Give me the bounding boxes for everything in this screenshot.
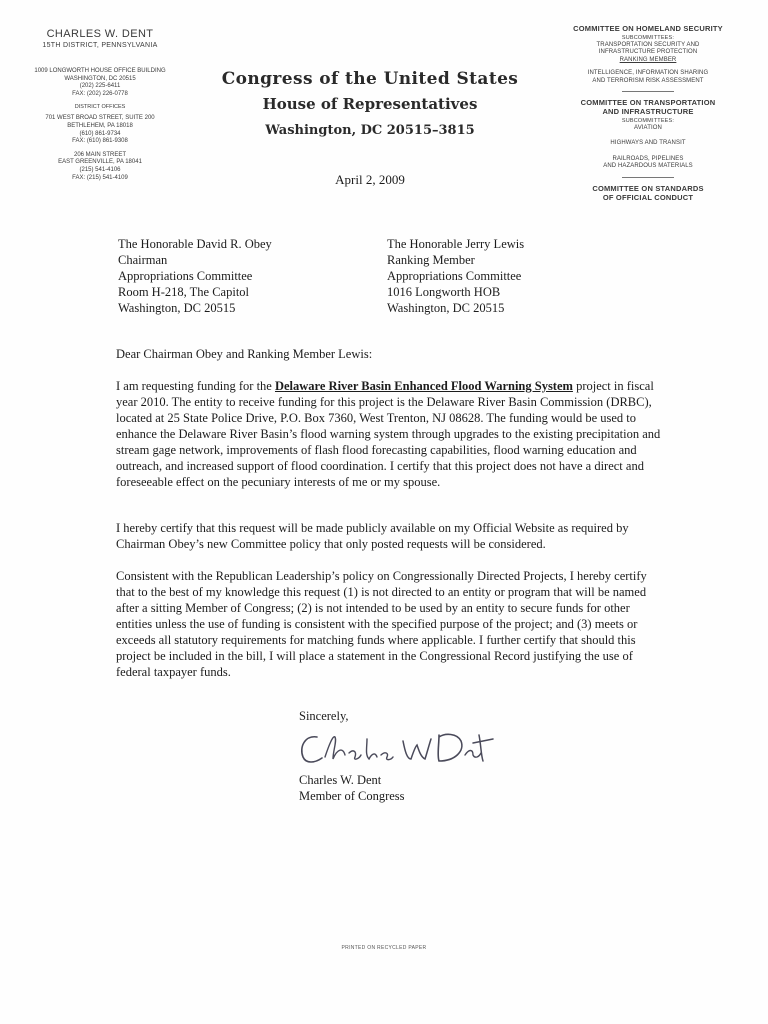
- masthead-house: House of Representatives: [262, 95, 478, 113]
- office-line: BETHLEHEM, PA 18018: [67, 122, 133, 129]
- paragraph-text: project in fiscal year 2010. The entity to receive funding for this project is the Delaware River Basin Commission (DRBC), located at 25 State Police Drive, P.O. Box 7360, West Trenton, NJ 08628. The funding would be used to enhance the Delaware River Basin’s flood warning system through upgrades to the existing precipitation and stream gage network, improvements of flash flood forecasting capabilities, flood warning education and outreach, and increased support of flood coordination. I certify that this project does not have a direct and foreseeable effect on the pecuniary interests of me or my spouse.: [116, 379, 661, 489]
- dc-office-line: 1009 LONGWORTH HOUSE OFFICE BUILDING: [34, 68, 166, 74]
- district-office-bethlehem: [0, 115, 200, 145]
- addressee-line: Washington, DC 20515: [387, 301, 505, 315]
- member-letterhead: [0, 27, 200, 188]
- committee-list: [560, 24, 736, 202]
- district-office-east-greenville: [0, 152, 200, 182]
- signer-title: Member of Congress: [299, 789, 405, 803]
- signer-block: [299, 772, 405, 804]
- subcommittee-item: HIGHWAYS AND TRANSIT: [610, 140, 686, 147]
- addressee-line: The Honorable Jerry Lewis: [387, 237, 525, 251]
- subcommittee-item: AND HAZARDOUS MATERIALS: [603, 163, 693, 170]
- recycled-paper-footer: PRINTED ON RECYCLED PAPER: [341, 945, 427, 951]
- addressee-line: Ranking Member: [387, 253, 475, 267]
- member-district: 15TH DISTRICT, PENNSYLVANIA: [42, 42, 158, 49]
- addressee-line: Appropriations Committee: [118, 269, 253, 283]
- subcommittee-item: INTELLIGENCE, INFORMATION SHARING: [587, 70, 709, 77]
- letter-date: April 2, 2009: [335, 172, 405, 187]
- addressee-line: The Honorable David R. Obey: [118, 237, 272, 251]
- paragraph-funding-request: [116, 378, 661, 490]
- dc-office-line: WASHINGTON, DC 20515: [64, 75, 136, 82]
- paragraph-leadership-policy: Consistent with the Republican Leadership’s policy on Congressionally Directed Projects, I hereby certify that to the best of my knowledge this request (1) is not directed to an entity or program that will be named after a sitting Member of Congress; (2) is not intended to be used by an entity to secure funds for other entities unless the use of funding is consistent with the specified purpose of the project; and (3) meets or exceeds all statutory requirements for matching funds where applicable. I further certify that should this project be included in the bill, I will place a statement in the Congressional Record justifying the use of federal taxpayer funds.: [116, 569, 647, 679]
- dc-office-address: [0, 68, 200, 98]
- addressee-line: Appropriations Committee: [387, 269, 522, 283]
- divider: [622, 91, 674, 92]
- addressee-line: Chairman: [118, 253, 168, 267]
- committee-title: OF OFFICIAL CONDUCT: [602, 192, 694, 202]
- addressee-line: 1016 Longworth HOB: [387, 285, 501, 299]
- subcommittee-item: AND TERRORISM RISK ASSESSMENT: [592, 77, 704, 84]
- subcommittee-item: AVIATION: [634, 125, 662, 132]
- paragraph-text: I am requesting funding for the: [116, 379, 275, 393]
- masthead: [200, 68, 540, 140]
- subcommittee-item: RAILROADS, PIPELINES: [612, 155, 684, 162]
- office-line: EAST GREENVILLE, PA 18041: [58, 159, 142, 166]
- signer-name: Charles W. Dent: [299, 773, 382, 787]
- addressee-line: Washington, DC 20515: [118, 301, 236, 315]
- office-line: 701 WEST BROAD STREET, SUITE 200: [45, 115, 155, 122]
- ranking-member-label: RANKING MEMBER: [619, 56, 677, 63]
- addressee-line: Room H-218, The Capitol: [118, 285, 250, 299]
- closing: Sincerely,: [299, 709, 349, 723]
- committee-title: COMMITTEE ON HOMELAND SECURITY: [573, 24, 723, 33]
- masthead-city: Washington, DC 20515–3815: [265, 123, 475, 138]
- office-line: (610) 861-9734: [79, 130, 121, 137]
- committee-title: COMMITTEE ON STANDARDS: [592, 183, 704, 193]
- committee-title: COMMITTEE ON TRANSPORTATION: [580, 98, 716, 108]
- project-name: Delaware River Basin Enhanced Flood Warning System: [274, 379, 573, 393]
- handwritten-signature: [295, 727, 495, 771]
- committee-title: AND INFRASTRUCTURE: [602, 107, 694, 117]
- divider: [622, 177, 674, 178]
- subcommittees-label: SUBCOMMITTEES:: [621, 35, 675, 41]
- masthead-congress: Congress of the United States: [221, 69, 519, 89]
- dc-office-line: (202) 225-6411: [79, 83, 121, 90]
- member-name: CHARLES W. DENT: [46, 28, 154, 40]
- office-line: FAX: (215) 541-4109: [72, 174, 128, 181]
- subcommittee-item: TRANSPORTATION SECURITY AND: [596, 42, 700, 48]
- subcommittees-label: SUBCOMMITTEES:: [621, 118, 675, 125]
- salutation: Dear Chairman Obey and Ranking Member Lewis:: [116, 347, 373, 361]
- addressee-obey: [118, 236, 272, 316]
- paragraph-website-certification: I hereby certify that this request will be made publicly available on my Official Website as required by Chairman Obey’s new Committee policy that only posted requests will be considered.: [116, 521, 629, 551]
- office-line: 206 MAIN STREET: [73, 151, 126, 158]
- addressee-lewis: [387, 236, 524, 316]
- subcommittee-item: INFRASTRUCTURE PROTECTION: [598, 49, 698, 56]
- office-line: (215) 541-4106: [79, 166, 121, 173]
- office-line: FAX: (610) 861-9308: [72, 138, 128, 145]
- district-offices-label: DISTRICT OFFICES: [74, 104, 126, 111]
- dc-office-line: FAX: (202) 226-0778: [72, 90, 128, 97]
